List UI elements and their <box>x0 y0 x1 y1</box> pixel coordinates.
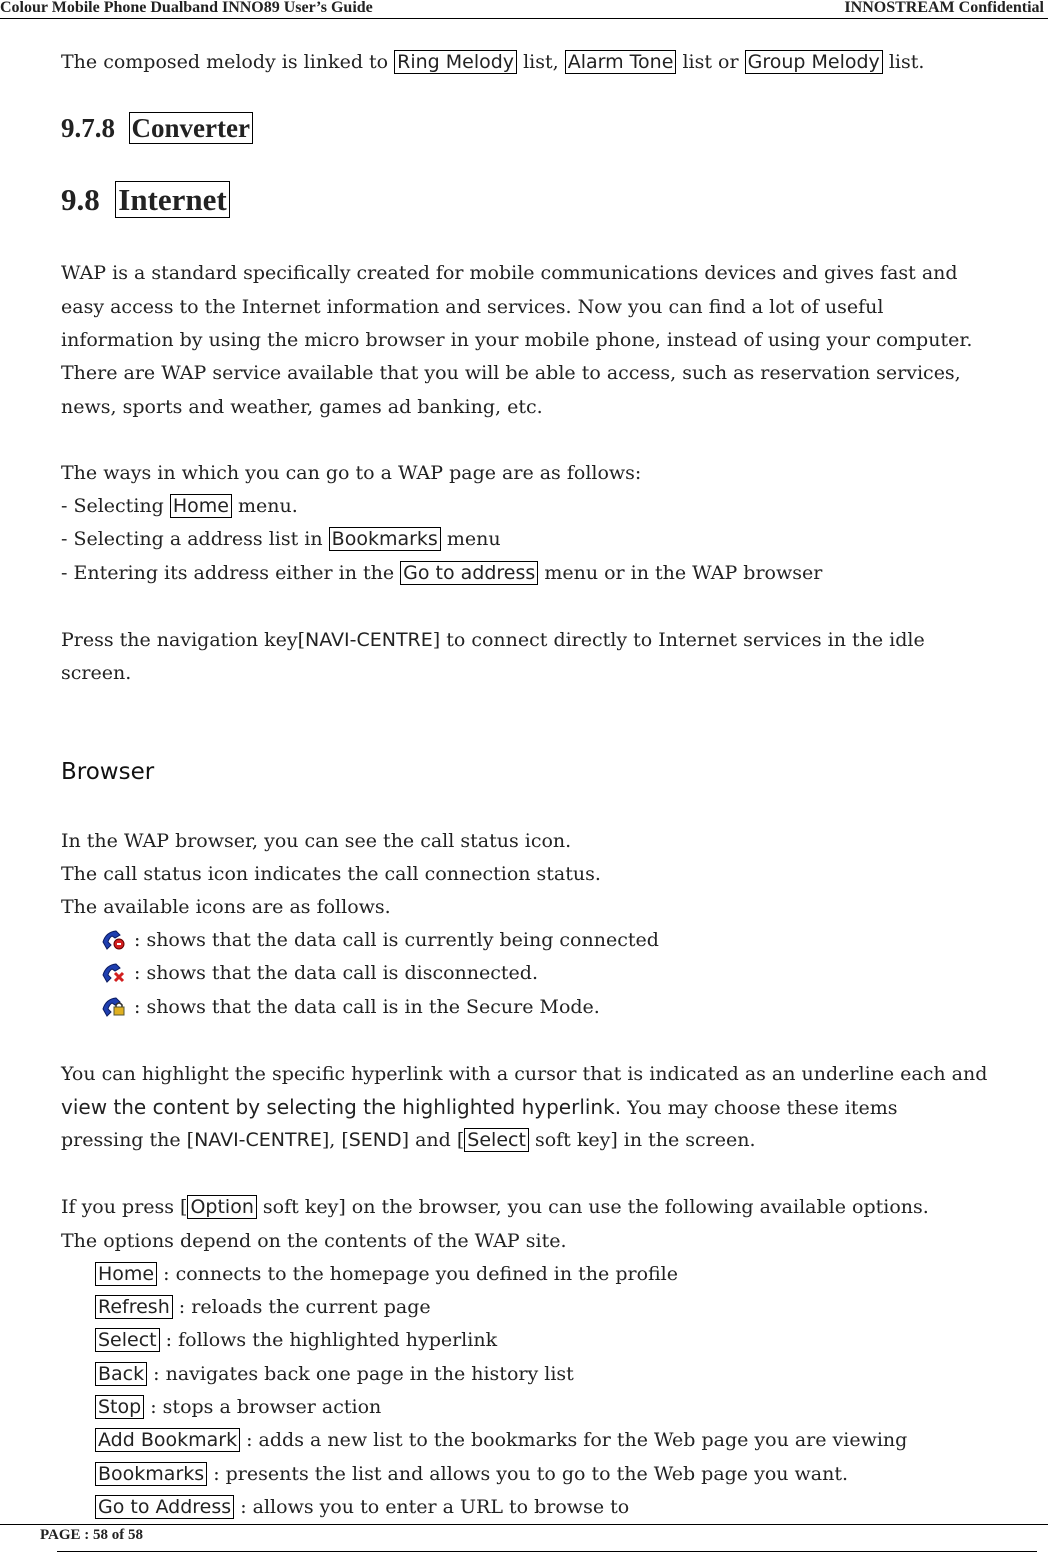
select-softkey-label: Select <box>464 1128 529 1152</box>
ring-melody-label: Ring Melody <box>394 50 517 74</box>
icon-row-connecting: : shows that the data call is currently being connected <box>100 928 659 952</box>
option-softkey-label: Option <box>187 1195 256 1219</box>
press-line-2: screen. <box>61 662 132 684</box>
highlight-line-2: view the content by selecting the highlighted hyperlink. You may choose these items <box>61 1095 898 1119</box>
go-to-address-menu-label: Go to address <box>400 561 538 585</box>
option-item-home: Home : connects to the homepage you defined in the profile <box>95 1262 678 1286</box>
option-item-add-bookmark: Add Bookmark : adds a new list to the bookmarks for the Web page you are viewing <box>95 1428 907 1452</box>
group-melody-label: Group Melody <box>745 50 883 74</box>
option-item-stop: Stop : stops a browser action <box>95 1395 381 1419</box>
section-title-converter: Converter <box>129 112 253 144</box>
intro-line: The composed melody is linked to Ring Melody list, Alarm Tone list or Group Melody list. <box>61 51 925 73</box>
section-heading-converter: 9.7.8 Converter <box>61 110 253 146</box>
navi-centre-key: NAVI-CENTRE <box>194 1129 322 1151</box>
home-menu-label: Home <box>170 494 232 518</box>
data-call-connecting-icon <box>100 928 126 950</box>
navi-centre-key: NAVI-CENTRE <box>305 629 433 651</box>
alarm-tone-label: Alarm Tone <box>565 50 677 74</box>
section-title-internet: Internet <box>115 181 229 218</box>
page-footer <box>0 1524 1048 1543</box>
press-line: Press the navigation key[NAVI-CENTRE] to connect directly to Internet services in the idle <box>61 629 925 651</box>
option-item-bookmarks: Bookmarks : presents the list and allows you to go to the Web page you want. <box>95 1462 848 1486</box>
wap-para-line: WAP is a standard specifically created for mobile communications devices and gives fast and <box>61 262 958 284</box>
send-key: SEND <box>348 1129 402 1151</box>
highlight-line: You can highlight the specific hyperlink with a cursor that is indicated as an underline each and <box>61 1063 988 1085</box>
data-call-disconnected-icon <box>100 961 126 983</box>
options-intro: If you press [ Option soft key] on the browser, you can use the following available options. <box>61 1196 929 1218</box>
ways-item-bookmarks: - Selecting a address list in Bookmarks menu <box>61 528 501 550</box>
wap-para-line: news, sports and weather, games ad banking, etc. <box>61 396 543 418</box>
icon-row-disconnected: : shows that the data call is disconnected. <box>100 961 538 985</box>
page-header <box>0 0 1048 19</box>
icon-row-secure: : shows that the data call is in the Secure Mode. <box>100 995 600 1019</box>
browser-line: The call status icon indicates the call connection status. <box>61 863 601 885</box>
bookmarks-menu-label: Bookmarks <box>329 527 441 551</box>
option-item-select: Select : follows the highlighted hyperlink <box>95 1328 497 1352</box>
section-heading-internet: 9.8 Internet <box>61 180 230 220</box>
page-number: PAGE : 58 of 58 <box>40 1527 144 1543</box>
ways-intro: The ways in which you can go to a WAP page are as follows: <box>61 462 642 484</box>
options-line-2: The options depend on the contents of the WAP site. <box>61 1230 567 1252</box>
option-item-back: Back : navigates back one page in the history list <box>95 1362 574 1386</box>
highlight-line-3: pressing the [NAVI-CENTRE], [SEND] and [ Select soft key] in the screen. <box>61 1129 756 1151</box>
header-title: Colour Mobile Phone Dualband INNO89 User’s Guide <box>0 0 373 16</box>
header-confidential: INNOSTREAM Confidential <box>844 0 1044 16</box>
browser-line: In the WAP browser, you can see the call status icon. <box>61 830 572 852</box>
option-item-refresh: Refresh : reloads the current page <box>95 1295 431 1319</box>
ways-item-go-to-address: - Entering its address either in the Go to address menu or in the WAP browser <box>61 562 823 584</box>
option-item-go-to-address: Go to Address : allows you to enter a URL to browse to <box>95 1495 629 1519</box>
wap-para-line: information by using the micro browser in your mobile phone, instead of using your computer. <box>61 329 973 351</box>
browser-heading: Browser <box>61 759 155 785</box>
browser-line: The available icons are as follows. <box>61 896 391 918</box>
data-call-secure-lock-icon <box>100 995 126 1017</box>
ways-item-home: - Selecting Home menu. <box>61 495 298 517</box>
wap-para-line: There are WAP service available that you will be able to access, such as reservation services, <box>61 362 961 384</box>
wap-para-line: easy access to the Internet information and services. Now you can find a lot of useful <box>61 296 884 318</box>
